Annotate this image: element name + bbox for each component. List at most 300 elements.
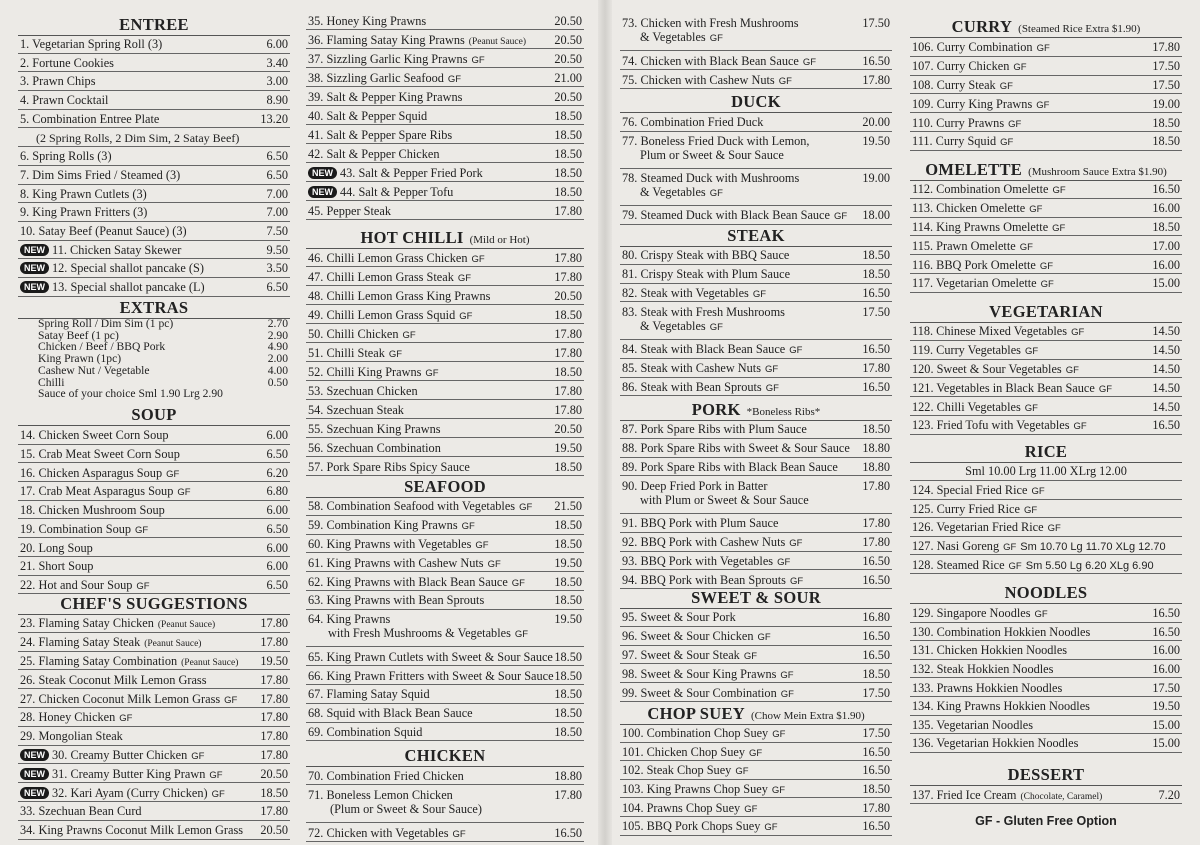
- gf-tag: GF: [461, 521, 475, 533]
- menu-item-price: 18.50: [862, 267, 890, 282]
- menu-item-price: 15.00: [1152, 736, 1180, 751]
- gf-tag: GF: [1052, 222, 1066, 234]
- menu-item: [306, 49, 584, 68]
- item-name-text: 126. Vegetarian Fried Rice: [912, 520, 1044, 535]
- gf-tag: GF: [743, 650, 758, 662]
- menu-item-name: [18, 541, 246, 555]
- gf-tag: GF: [1024, 402, 1038, 414]
- menu-item: [620, 359, 892, 378]
- menu-item-name: [620, 171, 848, 201]
- menu-item-name: [910, 520, 1138, 536]
- menu-item-price: 16.80: [862, 610, 890, 625]
- gf-tag: GF: [709, 32, 723, 44]
- gf-tag: GF: [772, 729, 786, 741]
- item-name-text: 17. Crab Meat Asparagus Soup: [20, 484, 174, 499]
- menu-item: [910, 518, 1182, 537]
- item-name-text: 49. Chilli Lemon Grass Squid: [308, 307, 456, 322]
- item-name-text: 106. Curry Combination: [912, 40, 1033, 55]
- gf-tag: GF: [511, 577, 525, 589]
- menu-item-price: 6.50: [266, 167, 288, 182]
- section-title: CHICKEN: [404, 746, 486, 765]
- item-name-text: 58. Combination Seafood with Vegetables: [308, 499, 516, 514]
- section-header: [18, 298, 290, 319]
- menu-item-price: 14.50: [1152, 343, 1180, 358]
- item-name-text: 89. Pork Spare Ribs with Black Bean Sauce: [622, 459, 838, 474]
- item-name-text: 128. Steamed Rice: [912, 557, 1005, 572]
- menu-item: [306, 68, 584, 87]
- new-badge: NEW: [20, 787, 49, 799]
- section-note: (Mild or Hot): [469, 234, 530, 246]
- menu-item-price: 17.80: [862, 800, 890, 815]
- item-name-text: 23. Flaming Satay Chicken: [20, 616, 154, 631]
- menu-item-price: 7.00: [266, 186, 288, 201]
- extra-price: 0.50: [267, 375, 288, 389]
- menu-item-name: [620, 267, 848, 281]
- menu-item-name: [18, 823, 246, 837]
- menu-item-price: 20.00: [862, 115, 890, 130]
- extra-name: King Prawn (1pc): [38, 352, 122, 366]
- item-name-text: 68. Squid with Black Bean Sauce: [308, 706, 473, 721]
- menu-item-price: 18.50: [554, 518, 582, 533]
- menu-item-price: 19.50: [1152, 699, 1180, 714]
- menu-item-name: [306, 90, 540, 104]
- menu-item-price: 18.80: [554, 768, 582, 783]
- menu-item-name: [306, 308, 540, 324]
- item-name-text: 98. Sweet & Sour King Prawns: [622, 666, 777, 681]
- menu-item: [18, 426, 290, 445]
- section-title: RICE: [1024, 442, 1068, 461]
- menu-item: [306, 704, 584, 723]
- item-name-line2: [308, 802, 540, 816]
- menu-item: [18, 783, 290, 802]
- menu-item: [910, 481, 1182, 500]
- menu-item-name: [18, 559, 246, 573]
- gf-tag: GF: [1000, 137, 1014, 149]
- section-title: PORK: [691, 400, 741, 419]
- menu-item: [910, 274, 1182, 293]
- menu-item-price: 17.50: [1152, 59, 1180, 74]
- gf-tag: GF: [136, 580, 150, 592]
- menu-item-price: 19.50: [260, 653, 288, 668]
- menu-item-price: 3.50: [266, 261, 288, 276]
- gf-tag: GF: [119, 713, 133, 725]
- section-header: [910, 160, 1182, 181]
- item-name-text: 24. Flaming Satay Steak: [20, 635, 141, 650]
- section-header: [620, 588, 892, 609]
- menu-item-name: [306, 556, 540, 572]
- menu-item-price: 16.50: [862, 342, 890, 357]
- menu-item-name: [18, 503, 246, 517]
- menu-item-price: 17.80: [554, 203, 582, 218]
- item-name-text: 10. Satay Beef (Peanut Sauce) (3): [20, 224, 187, 238]
- combo-note: (2 Spring Rolls, 2 Dim Sim, 2 Satay Beef): [18, 129, 290, 148]
- item-name-text: 38. Sizzling Garlic Seafood: [308, 70, 444, 85]
- gf-tag: GF: [471, 54, 485, 66]
- menu-item-name: [620, 73, 848, 89]
- menu-item-price: 17.00: [1152, 238, 1180, 253]
- section-title: SEAFOOD: [404, 477, 486, 496]
- item-name-text: 64. King Prawns: [308, 612, 391, 627]
- menu-item: [910, 734, 1182, 753]
- menu-item-name: [18, 786, 246, 802]
- menu-item-price: 18.50: [862, 422, 890, 437]
- menu-item-price: 20.50: [554, 89, 582, 104]
- gf-tag: GF: [177, 487, 191, 499]
- menu-item-price: 18.50: [554, 307, 582, 322]
- gf-tag: GF: [1023, 504, 1038, 516]
- menu-item-price: 19.50: [862, 133, 890, 148]
- section-header: [18, 594, 290, 615]
- menu-item: [306, 497, 584, 516]
- menu-item-name: [306, 185, 540, 199]
- menu-item: [620, 570, 892, 589]
- menu-item-name: [306, 706, 540, 720]
- item-name-text: 136. Vegetarian Hokkien Noodles: [912, 736, 1079, 751]
- menu-item-name: [18, 37, 246, 51]
- menu-item: [910, 341, 1182, 360]
- menu-item: [18, 482, 290, 501]
- menu-item-name: [910, 643, 1138, 657]
- menu-item-price: 17.80: [260, 635, 288, 650]
- menu-item: [18, 764, 290, 783]
- item-name-text: 84. Steak with Black Bean Sauce: [622, 342, 786, 357]
- menu-item: [18, 652, 290, 671]
- menu-item-name: [18, 428, 246, 442]
- item-name-text: 45. Pepper Steak: [308, 203, 391, 218]
- menu-item: [910, 199, 1182, 218]
- menu-item: [306, 723, 584, 742]
- extra-name: Chicken / Beef / BBQ Pork: [38, 340, 166, 354]
- gf-tag: GF: [1029, 204, 1043, 216]
- item-name-text: 50. Chilli Chicken: [308, 326, 399, 341]
- menu-item-name: [620, 54, 848, 70]
- menu-item-price: 6.50: [266, 280, 288, 295]
- menu-item: [910, 697, 1182, 716]
- new-badge: NEW: [20, 768, 49, 780]
- item-note: (Peanut Sauce): [468, 36, 527, 47]
- menu-item-name: [620, 554, 848, 570]
- item-name-text: 93. BBQ Pork with Vegetables: [622, 553, 774, 568]
- item-name-line2: [622, 493, 848, 507]
- menu-item-name: [910, 699, 1138, 713]
- item-note: (Chocolate, Caramel): [1020, 791, 1103, 802]
- item-name-text: 35. Honey King Prawns: [308, 13, 427, 28]
- item-name-text-2: & Vegetables: [640, 29, 706, 44]
- item-name-text: 56. Szechuan Combination: [308, 440, 441, 455]
- section-title: VEGETARIAN: [989, 302, 1103, 321]
- menu-item-name: [18, 149, 246, 163]
- section-note: (Steamed Rice Extra $1.90): [1018, 23, 1141, 35]
- menu-item-name: [620, 479, 848, 507]
- menu-item: [18, 222, 290, 241]
- menu-item-price: 18.50: [862, 666, 890, 681]
- menu-item-name: [18, 616, 246, 632]
- section-header: [910, 17, 1182, 38]
- gf-tag: GF: [735, 766, 749, 778]
- menu-item-name: [18, 447, 246, 461]
- gf-tag: GF: [1031, 486, 1045, 498]
- item-name-text-2: with Plum or Sweet & Sour Sauce: [640, 492, 809, 507]
- gf-tag: GF: [211, 788, 225, 800]
- menu-item-name: [910, 736, 1138, 750]
- menu-item-price: 18.50: [862, 248, 890, 263]
- menu-item-price: 9.50: [266, 242, 288, 257]
- section-header: [910, 302, 1182, 323]
- item-name-text: 130. Combination Hokkien Noodles: [912, 624, 1091, 639]
- item-name-text: 42. Salt & Pepper Chicken: [308, 146, 440, 161]
- rice-size-prices: Sm 10.70 Lg 11.70 XLg 12.70: [1020, 541, 1166, 554]
- menu-item-name: [620, 667, 848, 683]
- item-name-text: 2. Fortune Cookies: [20, 55, 114, 70]
- item-name-text-2: (Plum or Sweet & Sour Sauce): [330, 801, 482, 816]
- item-name-text: 3. Prawn Chips: [20, 74, 96, 89]
- gf-tag: GF: [1034, 609, 1048, 621]
- menu-item: [18, 72, 290, 91]
- gf-tag: GF: [1073, 421, 1087, 433]
- item-name-text: 117. Vegetarian Omelette: [912, 276, 1037, 291]
- item-name-text-2: with Fresh Mushrooms & Vegetables: [328, 626, 511, 641]
- menu-item-price: 18.50: [554, 593, 582, 608]
- menu-item-name: [910, 539, 1166, 555]
- menu-item-price: 16.50: [862, 379, 890, 394]
- menu-item-name: [306, 384, 540, 398]
- menu-item-price: 17.80: [554, 787, 582, 802]
- menu-item: [620, 476, 892, 514]
- menu-item: [620, 724, 892, 743]
- item-name-text: 71. Boneless Lemon Chicken: [308, 787, 453, 802]
- menu-item-price: 17.80: [260, 616, 288, 631]
- menu-item-price: 20.50: [554, 288, 582, 303]
- menu-item-price: 7.20: [1158, 787, 1180, 802]
- item-name-text: 19. Combination Soup: [20, 521, 132, 536]
- gf-tag: GF: [447, 73, 462, 85]
- menu-item: [910, 397, 1182, 416]
- section-title: OMELETTE: [925, 160, 1023, 179]
- menu-item-name: [306, 204, 540, 218]
- menu-item-price: 18.50: [554, 706, 582, 721]
- menu-item-price: 6.00: [266, 37, 288, 51]
- sauce-of-choice: Sauce of your choice Sml 1.90 Lrg 2.90: [38, 387, 223, 401]
- menu-item-name: [18, 280, 246, 294]
- item-name-text: 51. Chilli Steak: [308, 345, 385, 360]
- menu-item-name: [910, 502, 1138, 518]
- new-badge: NEW: [20, 244, 49, 256]
- menu-item: [18, 689, 290, 708]
- menu-item-name: [306, 518, 540, 534]
- menu-item-name: [620, 819, 848, 835]
- menu-item: [620, 798, 892, 817]
- new-badge: NEW: [20, 749, 49, 761]
- gf-tag: GF: [209, 769, 223, 781]
- menu-item: [18, 185, 290, 204]
- menu-item-name: [620, 460, 848, 474]
- item-name-text: 61. King Prawns with Cashew Nuts: [308, 555, 484, 570]
- menu-item-price: 17.80: [862, 72, 890, 87]
- item-name-text: 37. Sizzling Garlic King Prawns: [308, 51, 468, 66]
- item-name-text: 77. Boneless Fried Duck with Lemon,: [622, 133, 810, 148]
- menu-item-name: [910, 201, 1138, 217]
- menu-item-price: 18.50: [554, 459, 582, 474]
- menu-item-price: 16.00: [1152, 643, 1180, 658]
- menu-item-price: 18.80: [862, 441, 890, 456]
- menu-item-price: 19.00: [1152, 96, 1180, 111]
- gf-tag: GF: [475, 539, 489, 551]
- menu-item: [620, 13, 892, 51]
- extra-price: 2.70: [267, 317, 288, 330]
- menu-item: [18, 110, 290, 129]
- menu-item-name: [620, 16, 848, 46]
- rice-size-prices: Sm 5.50 Lg 6.20 XLg 6.90: [1025, 559, 1154, 572]
- menu-item-name: [18, 56, 246, 70]
- gf-tag: GF: [1098, 383, 1113, 395]
- item-name-text: 15. Crab Meat Sweet Corn Soup: [20, 447, 180, 462]
- section-title: CURRY: [951, 17, 1013, 36]
- item-name-text: 30. Creamy Butter Chicken: [52, 747, 188, 762]
- item-name-text: 22. Hot and Sour Soup: [20, 577, 133, 592]
- item-name-text: 1. Vegetarian Spring Roll (3): [20, 37, 163, 51]
- menu-item: [620, 458, 892, 477]
- menu-item-price: 21.50: [554, 499, 582, 514]
- menu-item-name: [910, 718, 1138, 732]
- section-title: SOUP: [131, 405, 177, 424]
- item-name-text: 100. Combination Chop Suey: [622, 726, 769, 741]
- item-name-text: 92. BBQ Pork with Cashew Nuts: [622, 535, 786, 550]
- menu-item-name: [18, 112, 246, 126]
- menu-item: [910, 716, 1182, 735]
- gf-tag: GF: [1039, 260, 1054, 272]
- menu-item-price: 15.00: [1152, 717, 1180, 732]
- gf-tag: GF: [1003, 542, 1017, 554]
- item-name-text: 132. Steak Hokkien Noodles: [912, 662, 1054, 677]
- menu-item-price: 18.50: [554, 146, 582, 161]
- menu-item-name: [910, 418, 1138, 434]
- menu-item-name: [306, 650, 553, 664]
- gf-tag: GF: [764, 822, 778, 834]
- menu-item-price: 18.50: [1152, 134, 1180, 149]
- gf-tag: GF: [748, 747, 763, 759]
- section-header: [306, 746, 584, 767]
- gf-tag: GF: [771, 785, 786, 797]
- item-name-text: 25. Flaming Satay Combination: [20, 653, 178, 668]
- item-name-text: 80. Crispy Steak with BBQ Sauce: [622, 248, 790, 263]
- menu-item-name: [620, 286, 848, 302]
- item-name-text: 118. Chinese Mixed Vegetables: [912, 324, 1068, 339]
- gf-tag: GF: [1036, 43, 1050, 55]
- item-name-text: 104. Prawns Chop Suey: [622, 800, 741, 815]
- menu-item-price: 19.00: [862, 171, 890, 186]
- menu-item: [620, 646, 892, 665]
- gf-tag: GF: [388, 348, 403, 360]
- gf-tag: GF: [1071, 327, 1085, 339]
- gf-tag: GF: [402, 329, 416, 341]
- menu-item: [306, 305, 584, 324]
- menu-item: [306, 248, 584, 267]
- menu-item: [306, 106, 584, 125]
- menu-item-price: 6.00: [266, 540, 288, 555]
- menu-item-name: [306, 166, 540, 180]
- menu-item: [306, 666, 584, 685]
- menu-item-price: 16.50: [862, 553, 890, 568]
- menu-item-name: [620, 686, 848, 702]
- menu-item-name: [18, 74, 246, 88]
- menu-item: [18, 821, 290, 840]
- new-badge: NEW: [308, 186, 337, 198]
- menu-item-price: 16.50: [862, 285, 890, 300]
- menu-item-price: 18.50: [554, 184, 582, 199]
- menu-item-name: [620, 535, 848, 551]
- menu-item-name: [910, 400, 1138, 416]
- gf-tag: GF: [789, 575, 804, 587]
- section-title: CHEF'S SUGGESTIONS: [60, 594, 248, 613]
- section-header: [620, 400, 892, 421]
- menu-item: [620, 761, 892, 780]
- item-name-text: 28. Honey Chicken: [20, 710, 116, 725]
- menu-item-price: 6.50: [266, 447, 288, 462]
- gf-tag: GF: [1040, 279, 1054, 291]
- menu-item-name: [306, 537, 540, 553]
- menu-item: [306, 610, 584, 648]
- item-name-text: 101. Chicken Chop Suey: [622, 744, 745, 759]
- item-name-text: 119. Curry Vegetables: [912, 343, 1021, 358]
- gf-tag: GF: [789, 345, 803, 357]
- menu-item-name: [18, 673, 246, 687]
- menu-item-name: [18, 224, 246, 238]
- menu-item: [910, 641, 1182, 660]
- menu-item: [620, 627, 892, 646]
- item-name-text: 88. Pork Spare Ribs with Sweet & Sour Sauce: [622, 441, 850, 456]
- item-name-text: 76. Combination Fried Duck: [622, 115, 764, 130]
- item-name-text: 73. Chicken with Fresh Mushrooms: [622, 15, 799, 30]
- menu-item-price: 6.00: [266, 503, 288, 518]
- section-header: [306, 477, 584, 498]
- menu-item-price: 16.00: [1152, 662, 1180, 677]
- menu-item-name: [18, 578, 246, 594]
- menu-item-name: [18, 804, 246, 818]
- section-title: STEAK: [727, 226, 785, 245]
- menu-item: [306, 419, 584, 438]
- menu-item-price: 17.80: [554, 326, 582, 341]
- menu-item: [306, 201, 584, 220]
- menu-item: [620, 340, 892, 359]
- menu-item-name: [620, 441, 850, 455]
- menu-item: [18, 576, 290, 595]
- item-name-text: 20. Long Soup: [20, 540, 93, 555]
- section-title: CHOP SUEY: [647, 704, 745, 723]
- menu-column-3: [620, 0, 892, 845]
- gf-tag: GF: [757, 632, 771, 644]
- menu-item-name: [306, 270, 540, 286]
- menu-item-name: [910, 483, 1138, 499]
- menu-item-name: [910, 558, 1154, 574]
- rice-size-prices: Sml 10.00 Lrg 11.00 XLrg 12.00: [910, 462, 1182, 481]
- item-name-text: 131. Chicken Hokkien Noodles: [912, 643, 1068, 658]
- section-header: [18, 405, 290, 426]
- menu-item-price: 16.50: [862, 647, 890, 662]
- menu-column-4: [910, 0, 1182, 845]
- section-title: EXTRAS: [119, 298, 189, 317]
- menu-item-price: 14.50: [1152, 380, 1180, 395]
- gf-tag: GF: [487, 558, 501, 570]
- menu-item-name: [306, 669, 554, 683]
- menu-item: [306, 438, 584, 457]
- gf-tag: GF: [765, 364, 779, 376]
- menu-item-name: [620, 248, 848, 262]
- menu-item-name: [306, 109, 540, 123]
- item-name-text: 62. King Prawns with Black Bean Sauce: [308, 574, 508, 589]
- item-name-text: 81. Crispy Steak with Plum Sauce: [622, 267, 791, 282]
- menu-item-name: [306, 422, 540, 436]
- menu-item-price: 16.50: [1152, 182, 1180, 197]
